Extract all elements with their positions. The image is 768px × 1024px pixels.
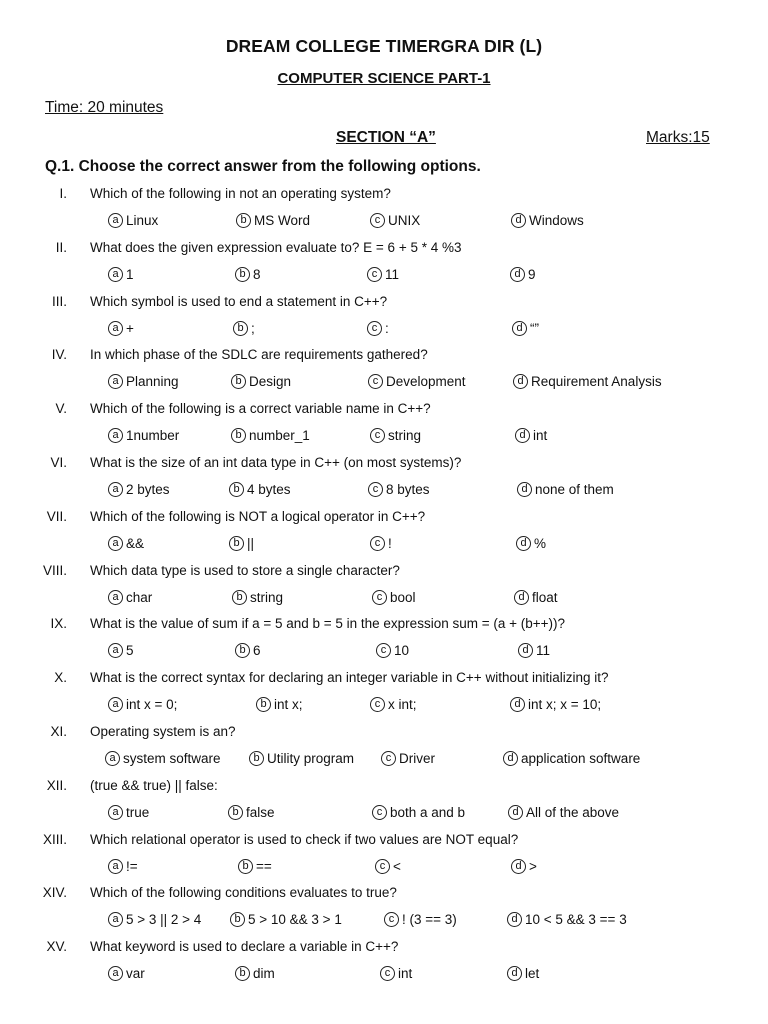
answer-option-a xyxy=(108,374,179,389)
option-letter-circle: a xyxy=(108,590,123,605)
option-letter-circle: c xyxy=(368,482,383,497)
answer-option-c xyxy=(367,267,399,282)
option-letter-circle: d xyxy=(517,482,532,497)
answer-option-c xyxy=(370,213,420,228)
option-text: Planning xyxy=(126,374,179,390)
option-letter-circle: d xyxy=(508,805,523,820)
option-letter-circle: a xyxy=(108,482,123,497)
option-text: && xyxy=(126,535,145,551)
question-number: III. xyxy=(51,293,67,309)
question-text: What does the given expression evaluate to? E = 6 + 5 * 4 %3 xyxy=(90,239,462,255)
option-text: true xyxy=(126,804,150,820)
option-text: 6 xyxy=(253,643,261,659)
option-text: == xyxy=(256,858,272,874)
option-text: Design xyxy=(249,374,292,390)
answer-option-c xyxy=(370,697,417,712)
option-letter-circle: a xyxy=(108,912,123,927)
question-number: VIII. xyxy=(42,562,67,578)
option-letter-circle: a xyxy=(108,428,123,443)
option-text: 10 xyxy=(394,643,410,659)
question-text: Which of the following is a correct variable name in C++? xyxy=(90,401,431,417)
option-text: string xyxy=(388,428,422,444)
option-letter-circle: d xyxy=(515,428,530,443)
option-letter-circle: b xyxy=(231,374,246,389)
option-text: 11 xyxy=(536,643,551,659)
option-text: x int; xyxy=(388,697,417,713)
answer-option-d xyxy=(508,805,619,820)
option-text: All of the above xyxy=(526,804,620,820)
option-text: Utility program xyxy=(267,751,355,766)
option-text: + xyxy=(126,320,134,336)
answer-option-d xyxy=(517,482,614,497)
answer-option-d xyxy=(513,374,662,389)
option-letter-circle: c xyxy=(380,966,395,981)
option-text: ! xyxy=(388,535,392,551)
option-letter-circle: c xyxy=(375,859,390,874)
answer-option-d xyxy=(507,966,539,981)
option-letter-circle: d xyxy=(511,859,526,874)
option-letter-circle: d xyxy=(516,536,531,551)
answer-option-b xyxy=(231,428,310,443)
option-letter-circle: a xyxy=(108,213,123,228)
option-text: ; xyxy=(251,320,255,336)
question-text: Which of the following conditions evaluates to true? xyxy=(90,885,397,901)
option-text: application software xyxy=(521,751,641,766)
option-letter-circle: d xyxy=(510,697,525,712)
answer-option-d xyxy=(515,428,547,443)
answer-option-b xyxy=(256,697,303,712)
option-letter-circle: b xyxy=(233,321,248,336)
answer-option-d xyxy=(507,912,627,927)
option-letter-circle: c xyxy=(367,267,382,282)
option-letter-circle: c xyxy=(370,697,385,712)
option-letter-circle: c xyxy=(370,536,385,551)
answer-option-d xyxy=(514,590,558,605)
option-letter-circle: c xyxy=(367,321,382,336)
option-text: != xyxy=(126,858,138,874)
question-text: What is the size of an int data type in C++ (on most systems)? xyxy=(90,455,462,470)
option-text: 10 < 5 && 3 == 3 xyxy=(525,912,627,928)
option-letter-circle: c xyxy=(370,213,385,228)
question-item xyxy=(0,724,768,778)
answer-option-a xyxy=(108,536,144,551)
option-letter-circle: d xyxy=(511,213,526,228)
question-item xyxy=(0,670,768,724)
question-number: X. xyxy=(54,670,67,686)
option-letter-circle: a xyxy=(108,536,123,551)
answer-option-d xyxy=(510,267,536,282)
option-text: string xyxy=(250,589,284,605)
answer-option-c xyxy=(381,751,435,766)
question-item xyxy=(0,939,768,993)
answer-option-c xyxy=(372,590,416,605)
question-instruction: Q.1. Choose the correct answer from the following options. xyxy=(45,158,481,175)
answer-option-a xyxy=(108,482,170,497)
question-item xyxy=(0,401,768,455)
option-text: float xyxy=(532,589,558,605)
question-number: VI. xyxy=(50,455,67,470)
question-number: I. xyxy=(59,186,67,201)
option-text: “” xyxy=(530,320,539,336)
question-item xyxy=(0,186,768,240)
option-letter-circle: a xyxy=(108,267,123,282)
option-letter-circle: b xyxy=(229,482,244,497)
option-text: ! (3 == 3) xyxy=(402,912,457,928)
option-letter-circle: c xyxy=(372,805,387,820)
option-text: : xyxy=(385,320,389,336)
question-text: In which phase of the SDLC are requirements gathered? xyxy=(90,347,428,363)
answer-option-a xyxy=(108,213,158,228)
question-number: XIV. xyxy=(42,885,67,901)
answer-option-c xyxy=(380,966,412,981)
option-text: both a and b xyxy=(390,804,466,820)
answer-option-c xyxy=(370,428,421,443)
option-letter-circle: a xyxy=(108,966,123,981)
option-text: int x = 0; xyxy=(126,697,178,713)
option-text: 5 > 3 || 2 > 4 xyxy=(126,912,202,928)
option-letter-circle: a xyxy=(108,374,123,389)
option-letter-circle: d xyxy=(507,966,522,981)
answer-option-b xyxy=(238,859,272,874)
option-text: false xyxy=(246,804,275,820)
option-text: || xyxy=(247,535,255,551)
answer-option-c xyxy=(367,321,389,336)
option-text: let xyxy=(525,966,540,982)
answer-option-c xyxy=(384,912,457,927)
option-letter-circle: b xyxy=(256,697,271,712)
option-text: > xyxy=(529,858,537,874)
option-text: 1 xyxy=(126,266,134,282)
question-item xyxy=(0,885,768,939)
option-text: UNIX xyxy=(388,213,421,228)
option-letter-circle: d xyxy=(510,267,525,282)
question-text: Which of the following in not an operating system? xyxy=(90,186,391,201)
answer-option-b xyxy=(235,267,261,282)
question-text: Operating system is an? xyxy=(90,724,236,739)
question-item xyxy=(0,616,768,670)
question-text: Which of the following is NOT a logical operator in C++? xyxy=(90,508,426,524)
option-letter-circle: b xyxy=(230,912,245,927)
option-text: Linux xyxy=(126,213,159,228)
question-item xyxy=(0,347,768,401)
option-letter-circle: c xyxy=(370,428,385,443)
answer-option-b xyxy=(229,536,254,551)
answer-option-a xyxy=(108,643,134,658)
option-text: var xyxy=(126,966,145,982)
question-text: Which symbol is used to end a statement in C++? xyxy=(90,293,388,309)
option-text: 8 bytes xyxy=(386,482,430,497)
option-text: int xyxy=(533,428,548,444)
answer-option-c xyxy=(368,374,466,389)
answer-option-b xyxy=(236,213,310,228)
question-number: VII. xyxy=(46,508,67,524)
answer-option-b xyxy=(235,966,275,981)
option-letter-circle: a xyxy=(108,321,123,336)
question-item xyxy=(0,563,768,617)
question-text: Which relational operator is used to check if two values are NOT equal? xyxy=(90,831,519,847)
question-item xyxy=(0,778,768,832)
option-text: int x; x = 10; xyxy=(528,697,602,713)
answer-option-a xyxy=(108,590,152,605)
question-number: XIII. xyxy=(42,831,67,847)
question-number: XI. xyxy=(50,724,67,739)
option-text: 9 xyxy=(528,266,536,282)
answer-option-a xyxy=(108,428,179,443)
option-letter-circle: b xyxy=(231,428,246,443)
answer-option-b xyxy=(249,751,354,766)
question-item xyxy=(0,240,768,294)
answer-option-c xyxy=(375,859,401,874)
option-letter-circle: a xyxy=(108,697,123,712)
answer-option-b xyxy=(232,590,283,605)
option-letter-circle: d xyxy=(503,751,518,766)
option-text: 2 bytes xyxy=(126,482,170,497)
answer-option-b xyxy=(231,374,291,389)
option-letter-circle: a xyxy=(108,859,123,874)
question-text: What is the correct syntax for declaring an integer variable in C++ without initializing it? xyxy=(90,670,609,686)
question-item xyxy=(0,455,768,509)
answer-option-a xyxy=(108,966,145,981)
question-number: II. xyxy=(55,239,67,255)
option-letter-circle: d xyxy=(514,590,529,605)
option-letter-circle: b xyxy=(232,590,247,605)
answer-option-a xyxy=(108,912,201,927)
question-text: Which data type is used to store a single character? xyxy=(90,562,400,578)
answer-option-a xyxy=(108,805,149,820)
option-letter-circle: c xyxy=(381,751,396,766)
option-letter-circle: b xyxy=(228,805,243,820)
option-letter-circle: b xyxy=(235,267,250,282)
answer-option-c xyxy=(368,482,430,497)
option-text: Requirement Analysis xyxy=(531,374,662,390)
time-label: Time: 20 minutes xyxy=(45,99,164,116)
option-text: 5 xyxy=(126,643,134,659)
option-text: < xyxy=(393,858,401,874)
option-text: 1number xyxy=(126,428,180,444)
option-text: int x; xyxy=(274,697,303,713)
answer-option-a xyxy=(108,859,138,874)
option-text: int xyxy=(398,966,413,982)
option-letter-circle: b xyxy=(235,966,250,981)
option-text: dim xyxy=(253,966,275,982)
answer-option-d xyxy=(511,859,537,874)
option-text: none of them xyxy=(535,482,614,497)
answer-option-a xyxy=(108,267,134,282)
option-text: Windows xyxy=(529,213,584,228)
option-letter-circle: b xyxy=(249,751,264,766)
marks-label: Marks:15 xyxy=(646,129,710,146)
page-subtitle: COMPUTER SCIENCE PART-1 xyxy=(277,70,491,87)
option-text: % xyxy=(534,535,547,551)
question-number: XV. xyxy=(46,939,67,955)
option-letter-circle: c xyxy=(368,374,383,389)
question-number: IV. xyxy=(51,347,67,363)
answer-option-a xyxy=(105,751,221,766)
option-text: 5 > 10 && 3 > 1 xyxy=(248,912,342,928)
question-item xyxy=(0,509,768,563)
option-text: 4 bytes xyxy=(247,482,291,497)
question-text: What is the value of sum if a = 5 and b = 5 in the expression sum = (a + (b++))? xyxy=(90,616,566,632)
option-letter-circle: c xyxy=(384,912,399,927)
option-text: 8 xyxy=(253,266,261,282)
option-letter-circle: a xyxy=(108,805,123,820)
question-number: V. xyxy=(55,401,67,417)
option-letter-circle: b xyxy=(236,213,251,228)
answer-option-b xyxy=(230,912,342,927)
option-letter-circle: c xyxy=(376,643,391,658)
option-text: bool xyxy=(390,589,416,605)
option-text: MS Word xyxy=(254,213,311,228)
option-text: number_1 xyxy=(249,428,310,444)
question-text: What keyword is used to declare a variable in C++? xyxy=(90,939,399,955)
answer-option-d xyxy=(503,751,640,766)
answer-option-d xyxy=(512,321,539,336)
section-heading: SECTION “A” xyxy=(336,129,436,146)
option-text: char xyxy=(126,589,153,605)
answer-option-b xyxy=(228,805,275,820)
option-letter-circle: d xyxy=(513,374,528,389)
option-letter-circle: d xyxy=(518,643,533,658)
option-letter-circle: c xyxy=(372,590,387,605)
question-number: IX. xyxy=(50,616,67,632)
answer-option-b xyxy=(235,643,261,658)
option-letter-circle: b xyxy=(229,536,244,551)
answer-option-d xyxy=(518,643,550,658)
option-text: Driver xyxy=(399,751,435,766)
answer-option-b xyxy=(233,321,255,336)
question-text: (true && true) || false: xyxy=(90,777,218,793)
option-letter-circle: b xyxy=(235,643,250,658)
option-text: 11 xyxy=(385,266,400,282)
answer-option-c xyxy=(376,643,409,658)
option-letter-circle: d xyxy=(507,912,522,927)
question-item xyxy=(0,832,768,886)
page-title: DREAM COLLEGE TIMERGRA DIR (L) xyxy=(225,36,543,56)
question-number: XII. xyxy=(46,777,67,793)
answer-option-a xyxy=(108,697,177,712)
answer-option-d xyxy=(516,536,546,551)
option-letter-circle: a xyxy=(105,751,120,766)
option-letter-circle: d xyxy=(512,321,527,336)
question-item xyxy=(0,294,768,348)
answer-option-d xyxy=(511,213,584,228)
option-text: system software xyxy=(123,751,221,766)
answer-option-b xyxy=(229,482,291,497)
answer-option-a xyxy=(108,321,134,336)
option-text: Development xyxy=(386,374,466,390)
option-letter-circle: b xyxy=(238,859,253,874)
answer-option-c xyxy=(370,536,392,551)
answer-option-c xyxy=(372,805,465,820)
answer-option-d xyxy=(510,697,601,712)
option-letter-circle: a xyxy=(108,643,123,658)
